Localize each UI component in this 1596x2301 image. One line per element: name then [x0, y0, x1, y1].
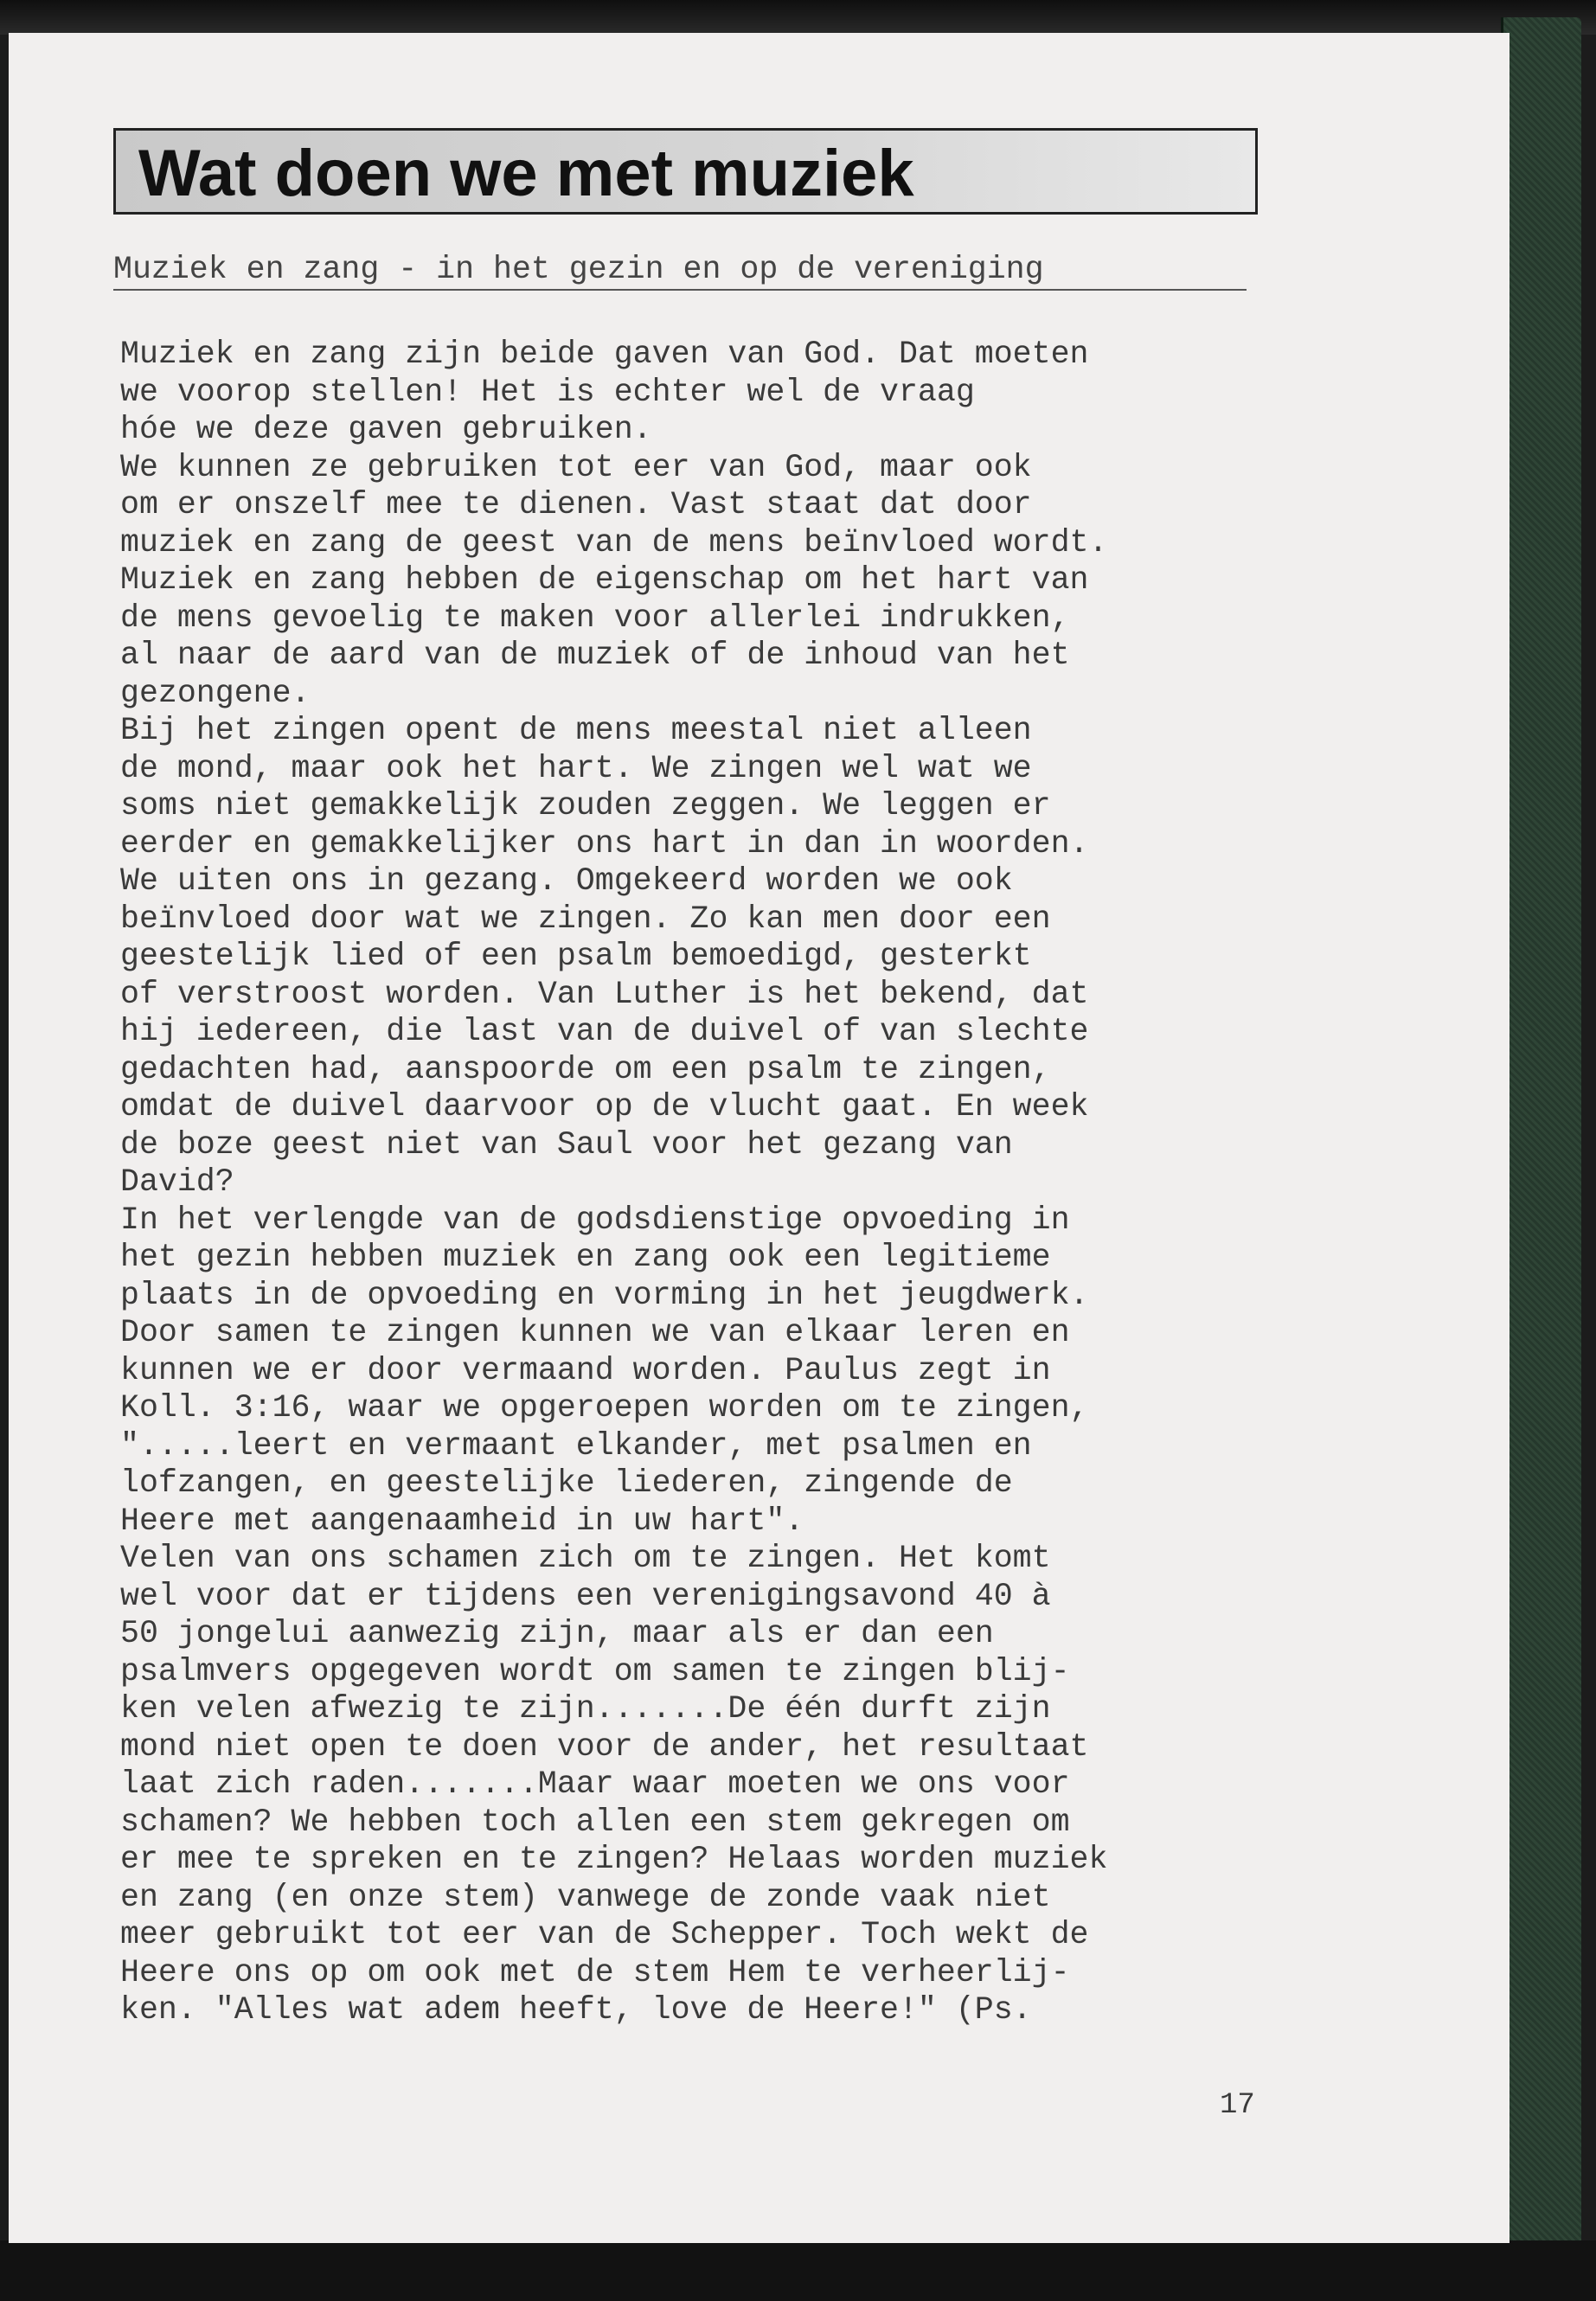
text-line: hij iedereen, die last van de duivel of van slechte [120, 1014, 1089, 1049]
text-line: muziek en zang de geest van de mens beïnvloed wordt. [120, 524, 1108, 561]
text-line: de mens gevoelig te maken voor allerlei indrukken, [120, 599, 1070, 636]
text-line: al naar de aard van de muziek of de inhoud van het [120, 638, 1070, 673]
text-line: en zang (en onze stem) vanwege de zonde vaak niet [120, 1879, 1051, 1915]
text-line: hóe we deze gaven gebruiken. [120, 412, 652, 447]
text-line: beïnvloed door wat we zingen. Zo kan men door een [120, 901, 1051, 937]
text-line: plaats in de opvoeding en vorming in het jeugdwerk. [120, 1277, 1089, 1313]
text-line: wel voor dat er tijdens een verenigingsavond 40 à [120, 1578, 1051, 1614]
text-line: Koll. 3:16, waar we opgeroepen worden om te zingen, [120, 1390, 1089, 1426]
text-line: Heere met aangenaamheid in uw hart". [120, 1503, 804, 1539]
text-line: gezongene. [120, 675, 311, 711]
text-line: laat zich raden.......Maar waar moeten we ons voor [120, 1766, 1070, 1802]
text-line: Heere ons op om ook met de stem Hem te verheerlij- [120, 1954, 1070, 1990]
text-line: psalmvers opgegeven wordt om samen te zingen blij- [120, 1653, 1070, 1689]
text-line: gedachten had, aanspoorde om een psalm te zingen, [120, 1051, 1051, 1087]
text-line: meer gebruikt tot eer van de Schepper. Toch wekt de [120, 1917, 1089, 1952]
text-line: Door samen te zingen kunnen we van elkaar leren en [120, 1315, 1070, 1350]
text-line: Velen van ons schamen zich om te zingen. Het komt [120, 1541, 1051, 1576]
text-line: de boze geest niet van Saul voor het gezang van [120, 1126, 1013, 1163]
text-line: lofzangen, en geestelijke liederen, zingende de [120, 1465, 1013, 1501]
text-line: ken. "Alles wat adem heeft, love de Heere!" (Ps. [120, 1992, 1032, 2028]
page-subtitle: Muziek en zang - in het gezin en op de vereniging [113, 253, 1247, 291]
text-line: Bij het zingen opent de mens meestal niet alleen [120, 713, 1032, 748]
text-line: er mee te spreken en te zingen? Helaas worden muziek [120, 1842, 1108, 1877]
text-line: de mond, maar ook het hart. We zingen wel wat we [120, 750, 1032, 786]
text-line: het gezin hebben muziek en zang ook een legitieme [120, 1240, 1051, 1275]
scan-border-top [0, 0, 1596, 35]
text-line: omdat de duivel daarvoor op de vlucht gaat. En week [120, 1089, 1089, 1125]
text-line: om er onszelf mee te dienen. Vast staat dat door [120, 487, 1032, 522]
text-line: ken velen afwezig te zijn.......De één durft zijn [120, 1691, 1051, 1727]
text-line: 50 jongelui aanwezig zijn, maar als er dan een [120, 1616, 994, 1651]
scan-border-bottom [0, 2240, 1596, 2301]
text-line: we voorop stellen! Het is echter wel de vraag [120, 374, 975, 410]
text-line: of verstroost worden. Van Luther is het bekend, dat [120, 976, 1089, 1012]
text-line: geestelijk lied of een psalm bemoedigd, gesterkt [120, 939, 1032, 974]
text-line: schamen? We hebben toch allen een stem gekregen om [120, 1804, 1070, 1840]
text-line: mond niet open te doen voor de ander, het resultaat [120, 1728, 1089, 1765]
text-line: eerder en gemakkelijker ons hart in dan in woorden. [120, 825, 1089, 862]
text-line: In het verlengde van de godsdienstige opvoeding in [120, 1202, 1070, 1238]
text-line: We kunnen ze gebruiken tot eer van God, maar ook [120, 449, 1032, 485]
text-line: kunnen we er door vermaand worden. Paulus zegt in [120, 1352, 1051, 1388]
text-line: soms niet gemakkelijk zouden zeggen. We leggen er [120, 788, 1051, 824]
body-text [120, 336, 1107, 2029]
text-line: Muziek en zang zijn beide gaven van God. Dat moeten [120, 336, 1089, 372]
page-number: 17 [1220, 2089, 1255, 2122]
text-line: We uiten ons in gezang. Omgekeerd worden we ook [120, 863, 1013, 899]
title-box [113, 128, 1258, 215]
text-line: Muziek en zang hebben de eigenschap om het hart van [120, 562, 1089, 598]
text-line: ".....leert en vermaant elkander, met psalmen en [120, 1427, 1032, 1464]
text-line: David? [120, 1164, 234, 1200]
book-binding [1501, 17, 1581, 2249]
page-title: Wat doen we met muziek [138, 137, 914, 210]
